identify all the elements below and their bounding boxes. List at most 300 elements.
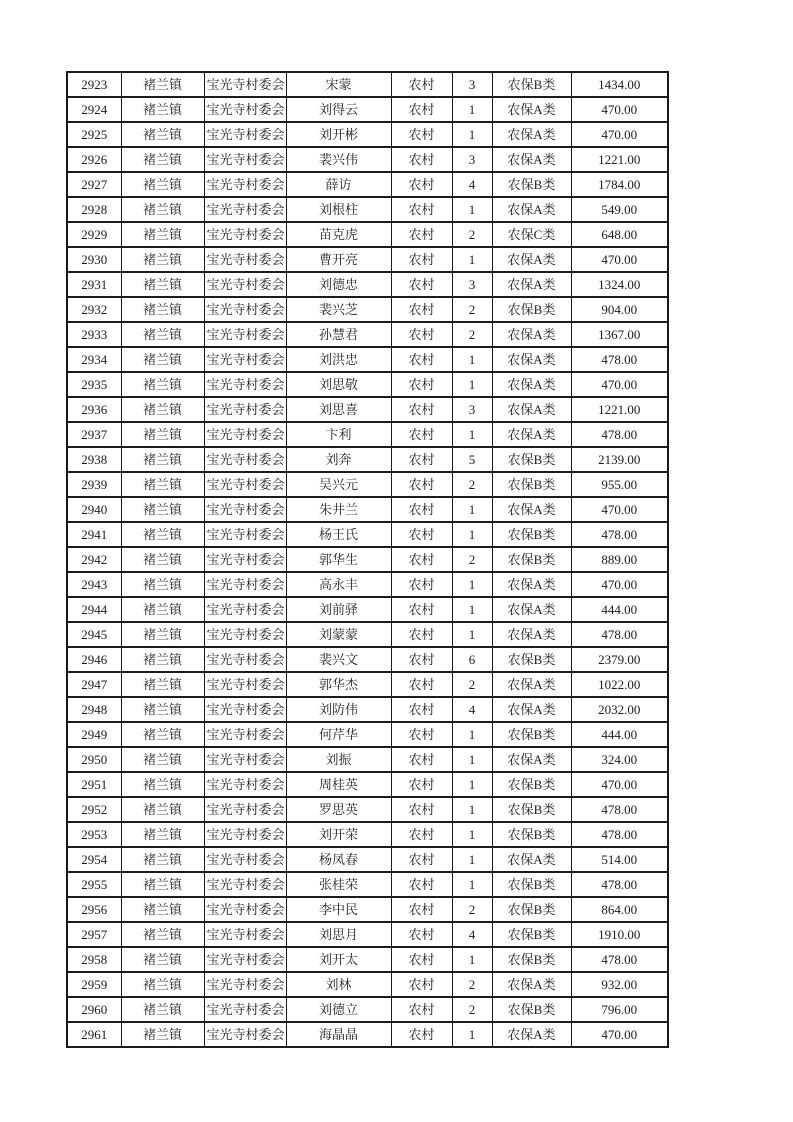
cell-village: 宝光寺村委会 xyxy=(204,622,286,647)
cell-insurance-category: 农保C类 xyxy=(492,222,571,247)
cell-town: 褚兰镇 xyxy=(121,672,204,697)
cell-serial: 2941 xyxy=(67,522,121,547)
cell-insurance-category: 农保A类 xyxy=(492,147,571,172)
cell-person-count: 1 xyxy=(452,772,492,797)
cell-amount: 864.00 xyxy=(571,897,668,922)
cell-insurance-category: 农保A类 xyxy=(492,747,571,772)
cell-residence-type: 农村 xyxy=(391,822,452,847)
cell-insurance-category: 农保A类 xyxy=(492,247,571,272)
cell-person-count: 1 xyxy=(452,347,492,372)
table-row xyxy=(67,172,668,197)
cell-residence-type: 农村 xyxy=(391,372,452,397)
cell-town: 褚兰镇 xyxy=(121,347,204,372)
cell-village: 宝光寺村委会 xyxy=(204,147,286,172)
cell-serial: 2950 xyxy=(67,747,121,772)
cell-serial: 2928 xyxy=(67,197,121,222)
cell-residence-type: 农村 xyxy=(391,297,452,322)
cell-insurance-category: 农保B类 xyxy=(492,947,571,972)
cell-insurance-category: 农保B类 xyxy=(492,772,571,797)
cell-village: 宝光寺村委会 xyxy=(204,72,286,97)
table-row xyxy=(67,697,668,722)
cell-village: 宝光寺村委会 xyxy=(204,547,286,572)
cell-insurance-category: 农保A类 xyxy=(492,322,571,347)
cell-serial: 2923 xyxy=(67,72,121,97)
cell-serial: 2926 xyxy=(67,147,121,172)
cell-town: 褚兰镇 xyxy=(121,597,204,622)
cell-insurance-category: 农保B类 xyxy=(492,522,571,547)
cell-insurance-category: 农保B类 xyxy=(492,897,571,922)
cell-name: 曹开亮 xyxy=(286,247,391,272)
cell-person-count: 4 xyxy=(452,172,492,197)
cell-serial: 2933 xyxy=(67,322,121,347)
cell-amount: 470.00 xyxy=(571,97,668,122)
cell-amount: 478.00 xyxy=(571,822,668,847)
cell-amount: 1022.00 xyxy=(571,672,668,697)
cell-town: 褚兰镇 xyxy=(121,272,204,297)
cell-village: 宝光寺村委会 xyxy=(204,897,286,922)
cell-serial: 2929 xyxy=(67,222,121,247)
cell-amount: 2139.00 xyxy=(571,447,668,472)
cell-person-count: 4 xyxy=(452,922,492,947)
cell-village: 宝光寺村委会 xyxy=(204,997,286,1022)
cell-serial: 2943 xyxy=(67,572,121,597)
cell-residence-type: 农村 xyxy=(391,672,452,697)
cell-amount: 444.00 xyxy=(571,597,668,622)
cell-residence-type: 农村 xyxy=(391,972,452,997)
cell-name: 刘振 xyxy=(286,747,391,772)
table-row xyxy=(67,572,668,597)
cell-serial: 2944 xyxy=(67,597,121,622)
cell-residence-type: 农村 xyxy=(391,522,452,547)
cell-name: 杨凤春 xyxy=(286,847,391,872)
cell-serial: 2956 xyxy=(67,897,121,922)
cell-residence-type: 农村 xyxy=(391,447,452,472)
cell-name: 刘防伟 xyxy=(286,697,391,722)
cell-amount: 1221.00 xyxy=(571,147,668,172)
cell-village: 宝光寺村委会 xyxy=(204,697,286,722)
table-row xyxy=(67,422,668,447)
cell-town: 褚兰镇 xyxy=(121,847,204,872)
cell-person-count: 2 xyxy=(452,322,492,347)
table-row xyxy=(67,372,668,397)
cell-person-count: 3 xyxy=(452,397,492,422)
table-row xyxy=(67,822,668,847)
cell-amount: 470.00 xyxy=(571,572,668,597)
cell-amount: 478.00 xyxy=(571,522,668,547)
cell-person-count: 3 xyxy=(452,72,492,97)
cell-residence-type: 农村 xyxy=(391,647,452,672)
cell-village: 宝光寺村委会 xyxy=(204,447,286,472)
cell-amount: 470.00 xyxy=(571,122,668,147)
cell-town: 褚兰镇 xyxy=(121,322,204,347)
cell-amount: 796.00 xyxy=(571,997,668,1022)
cell-amount: 932.00 xyxy=(571,972,668,997)
cell-person-count: 2 xyxy=(452,672,492,697)
cell-town: 褚兰镇 xyxy=(121,172,204,197)
cell-amount: 470.00 xyxy=(571,1022,668,1047)
cell-amount: 2032.00 xyxy=(571,697,668,722)
cell-residence-type: 农村 xyxy=(391,1022,452,1047)
cell-serial: 2936 xyxy=(67,397,121,422)
cell-amount: 955.00 xyxy=(571,472,668,497)
table-row xyxy=(67,747,668,772)
cell-amount: 2379.00 xyxy=(571,647,668,672)
cell-town: 褚兰镇 xyxy=(121,772,204,797)
cell-town: 褚兰镇 xyxy=(121,297,204,322)
cell-amount: 478.00 xyxy=(571,872,668,897)
cell-name: 何芹华 xyxy=(286,722,391,747)
cell-amount: 478.00 xyxy=(571,947,668,972)
cell-residence-type: 农村 xyxy=(391,922,452,947)
cell-insurance-category: 农保B类 xyxy=(492,72,571,97)
cell-insurance-category: 农保A类 xyxy=(492,372,571,397)
cell-serial: 2952 xyxy=(67,797,121,822)
cell-insurance-category: 农保A类 xyxy=(492,972,571,997)
cell-village: 宝光寺村委会 xyxy=(204,497,286,522)
cell-person-count: 1 xyxy=(452,197,492,222)
cell-village: 宝光寺村委会 xyxy=(204,797,286,822)
cell-town: 褚兰镇 xyxy=(121,822,204,847)
cell-person-count: 2 xyxy=(452,972,492,997)
cell-insurance-category: 农保B类 xyxy=(492,172,571,197)
cell-person-count: 1 xyxy=(452,947,492,972)
table-row xyxy=(67,672,668,697)
cell-name: 刘林 xyxy=(286,972,391,997)
cell-name: 刘前驿 xyxy=(286,597,391,622)
cell-insurance-category: 农保A类 xyxy=(492,572,571,597)
cell-amount: 1784.00 xyxy=(571,172,668,197)
cell-amount: 1367.00 xyxy=(571,322,668,347)
table-row xyxy=(67,322,668,347)
table-row xyxy=(67,122,668,147)
cell-name: 朱井兰 xyxy=(286,497,391,522)
table-row xyxy=(67,772,668,797)
cell-name: 刘得云 xyxy=(286,97,391,122)
table-row xyxy=(67,347,668,372)
cell-residence-type: 农村 xyxy=(391,847,452,872)
cell-village: 宝光寺村委会 xyxy=(204,722,286,747)
table-row xyxy=(67,97,668,122)
cell-insurance-category: 农保B类 xyxy=(492,447,571,472)
cell-serial: 2937 xyxy=(67,422,121,447)
cell-village: 宝光寺村委会 xyxy=(204,822,286,847)
cell-serial: 2930 xyxy=(67,247,121,272)
cell-name: 张桂荣 xyxy=(286,872,391,897)
cell-town: 褚兰镇 xyxy=(121,647,204,672)
cell-residence-type: 农村 xyxy=(391,572,452,597)
cell-person-count: 1 xyxy=(452,622,492,647)
cell-village: 宝光寺村委会 xyxy=(204,647,286,672)
cell-insurance-category: 农保A类 xyxy=(492,97,571,122)
cell-serial: 2945 xyxy=(67,622,121,647)
cell-serial: 2932 xyxy=(67,297,121,322)
cell-village: 宝光寺村委会 xyxy=(204,672,286,697)
cell-serial: 2924 xyxy=(67,97,121,122)
cell-town: 褚兰镇 xyxy=(121,797,204,822)
cell-person-count: 5 xyxy=(452,447,492,472)
cell-insurance-category: 农保B类 xyxy=(492,472,571,497)
cell-residence-type: 农村 xyxy=(391,97,452,122)
cell-residence-type: 农村 xyxy=(391,72,452,97)
cell-amount: 889.00 xyxy=(571,547,668,572)
cell-town: 褚兰镇 xyxy=(121,922,204,947)
cell-town: 褚兰镇 xyxy=(121,397,204,422)
cell-serial: 2951 xyxy=(67,772,121,797)
cell-serial: 2942 xyxy=(67,547,121,572)
cell-serial: 2953 xyxy=(67,822,121,847)
cell-village: 宝光寺村委会 xyxy=(204,772,286,797)
cell-amount: 478.00 xyxy=(571,797,668,822)
cell-village: 宝光寺村委会 xyxy=(204,97,286,122)
table-row xyxy=(67,72,668,97)
cell-insurance-category: 农保A类 xyxy=(492,622,571,647)
cell-amount: 904.00 xyxy=(571,297,668,322)
cell-person-count: 1 xyxy=(452,822,492,847)
cell-serial: 2934 xyxy=(67,347,121,372)
cell-town: 褚兰镇 xyxy=(121,747,204,772)
cell-serial: 2955 xyxy=(67,872,121,897)
cell-residence-type: 农村 xyxy=(391,997,452,1022)
cell-town: 褚兰镇 xyxy=(121,547,204,572)
table-row xyxy=(67,797,668,822)
cell-town: 褚兰镇 xyxy=(121,147,204,172)
cell-residence-type: 农村 xyxy=(391,947,452,972)
cell-residence-type: 农村 xyxy=(391,122,452,147)
cell-amount: 1324.00 xyxy=(571,272,668,297)
cell-amount: 1434.00 xyxy=(571,72,668,97)
cell-residence-type: 农村 xyxy=(391,722,452,747)
cell-person-count: 1 xyxy=(452,747,492,772)
cell-amount: 478.00 xyxy=(571,422,668,447)
table-row xyxy=(67,297,668,322)
cell-residence-type: 农村 xyxy=(391,322,452,347)
cell-person-count: 2 xyxy=(452,297,492,322)
cell-village: 宝光寺村委会 xyxy=(204,1022,286,1047)
cell-serial: 2946 xyxy=(67,647,121,672)
cell-name: 海晶晶 xyxy=(286,1022,391,1047)
table-row xyxy=(67,947,668,972)
cell-serial: 2935 xyxy=(67,372,121,397)
cell-insurance-category: 农保A类 xyxy=(492,272,571,297)
cell-residence-type: 农村 xyxy=(391,347,452,372)
cell-serial: 2960 xyxy=(67,997,121,1022)
cell-insurance-category: 农保A类 xyxy=(492,597,571,622)
cell-town: 褚兰镇 xyxy=(121,622,204,647)
cell-village: 宝光寺村委会 xyxy=(204,922,286,947)
cell-village: 宝光寺村委会 xyxy=(204,572,286,597)
table-row xyxy=(67,147,668,172)
cell-residence-type: 农村 xyxy=(391,622,452,647)
cell-village: 宝光寺村委会 xyxy=(204,422,286,447)
cell-amount: 549.00 xyxy=(571,197,668,222)
cell-insurance-category: 农保A类 xyxy=(492,422,571,447)
cell-town: 褚兰镇 xyxy=(121,122,204,147)
cell-name: 杨王氏 xyxy=(286,522,391,547)
cell-amount: 470.00 xyxy=(571,372,668,397)
cell-insurance-category: 农保A类 xyxy=(492,672,571,697)
cell-town: 褚兰镇 xyxy=(121,872,204,897)
cell-residence-type: 农村 xyxy=(391,772,452,797)
cell-amount: 648.00 xyxy=(571,222,668,247)
table-row xyxy=(67,522,668,547)
cell-amount: 470.00 xyxy=(571,497,668,522)
cell-person-count: 1 xyxy=(452,372,492,397)
table-row xyxy=(67,397,668,422)
cell-serial: 2939 xyxy=(67,472,121,497)
cell-person-count: 1 xyxy=(452,722,492,747)
cell-village: 宝光寺村委会 xyxy=(204,172,286,197)
cell-insurance-category: 农保A类 xyxy=(492,397,571,422)
cell-name: 刘思月 xyxy=(286,922,391,947)
cell-town: 褚兰镇 xyxy=(121,947,204,972)
cell-name: 刘思敬 xyxy=(286,372,391,397)
cell-person-count: 2 xyxy=(452,897,492,922)
cell-name: 刘德立 xyxy=(286,997,391,1022)
cell-amount: 470.00 xyxy=(571,247,668,272)
cell-name: 李中民 xyxy=(286,897,391,922)
cell-village: 宝光寺村委会 xyxy=(204,347,286,372)
cell-person-count: 2 xyxy=(452,222,492,247)
cell-insurance-category: 农保B类 xyxy=(492,722,571,747)
cell-person-count: 1 xyxy=(452,522,492,547)
cell-insurance-category: 农保B类 xyxy=(492,822,571,847)
cell-residence-type: 农村 xyxy=(391,497,452,522)
cell-town: 褚兰镇 xyxy=(121,572,204,597)
cell-residence-type: 农村 xyxy=(391,197,452,222)
cell-village: 宝光寺村委会 xyxy=(204,947,286,972)
cell-village: 宝光寺村委会 xyxy=(204,322,286,347)
cell-insurance-category: 农保A类 xyxy=(492,697,571,722)
cell-insurance-category: 农保B类 xyxy=(492,797,571,822)
cell-person-count: 4 xyxy=(452,697,492,722)
cell-residence-type: 农村 xyxy=(391,747,452,772)
cell-village: 宝光寺村委会 xyxy=(204,847,286,872)
cell-serial: 2938 xyxy=(67,447,121,472)
cell-residence-type: 农村 xyxy=(391,147,452,172)
cell-serial: 2947 xyxy=(67,672,121,697)
table-row xyxy=(67,1022,668,1047)
table-row xyxy=(67,447,668,472)
cell-village: 宝光寺村委会 xyxy=(204,122,286,147)
cell-insurance-category: 农保A类 xyxy=(492,1022,571,1047)
cell-residence-type: 农村 xyxy=(391,797,452,822)
cell-serial: 2949 xyxy=(67,722,121,747)
cell-name: 高永丰 xyxy=(286,572,391,597)
cell-town: 褚兰镇 xyxy=(121,97,204,122)
table-row xyxy=(67,272,668,297)
cell-residence-type: 农村 xyxy=(391,597,452,622)
cell-name: 刘思喜 xyxy=(286,397,391,422)
cell-amount: 478.00 xyxy=(571,347,668,372)
cell-person-count: 1 xyxy=(452,847,492,872)
cell-person-count: 2 xyxy=(452,472,492,497)
cell-town: 褚兰镇 xyxy=(121,997,204,1022)
cell-village: 宝光寺村委会 xyxy=(204,272,286,297)
cell-residence-type: 农村 xyxy=(391,222,452,247)
cell-amount: 514.00 xyxy=(571,847,668,872)
cell-insurance-category: 农保B类 xyxy=(492,872,571,897)
cell-amount: 324.00 xyxy=(571,747,668,772)
cell-village: 宝光寺村委会 xyxy=(204,472,286,497)
table-row xyxy=(67,722,668,747)
table-row xyxy=(67,222,668,247)
cell-town: 褚兰镇 xyxy=(121,697,204,722)
cell-serial: 2961 xyxy=(67,1022,121,1047)
cell-name: 裴兴芝 xyxy=(286,297,391,322)
cell-residence-type: 农村 xyxy=(391,547,452,572)
table-row xyxy=(67,622,668,647)
table-row xyxy=(67,647,668,672)
cell-village: 宝光寺村委会 xyxy=(204,297,286,322)
table-row xyxy=(67,197,668,222)
cell-person-count: 1 xyxy=(452,572,492,597)
cell-town: 褚兰镇 xyxy=(121,522,204,547)
cell-name: 刘根柱 xyxy=(286,197,391,222)
cell-serial: 2927 xyxy=(67,172,121,197)
cell-village: 宝光寺村委会 xyxy=(204,597,286,622)
cell-person-count: 1 xyxy=(452,97,492,122)
cell-person-count: 6 xyxy=(452,647,492,672)
cell-serial: 2957 xyxy=(67,922,121,947)
cell-name: 苗克虎 xyxy=(286,222,391,247)
cell-person-count: 1 xyxy=(452,1022,492,1047)
cell-person-count: 1 xyxy=(452,122,492,147)
cell-amount: 470.00 xyxy=(571,772,668,797)
cell-name: 刘开太 xyxy=(286,947,391,972)
cell-serial: 2959 xyxy=(67,972,121,997)
cell-serial: 2948 xyxy=(67,697,121,722)
cell-amount: 444.00 xyxy=(571,722,668,747)
cell-amount: 1910.00 xyxy=(571,922,668,947)
table-row xyxy=(67,872,668,897)
cell-person-count: 1 xyxy=(452,597,492,622)
cell-insurance-category: 农保B类 xyxy=(492,997,571,1022)
cell-town: 褚兰镇 xyxy=(121,447,204,472)
cell-name: 裴兴文 xyxy=(286,647,391,672)
cell-person-count: 2 xyxy=(452,547,492,572)
cell-village: 宝光寺村委会 xyxy=(204,972,286,997)
cell-name: 裴兴伟 xyxy=(286,147,391,172)
table-row xyxy=(67,922,668,947)
cell-residence-type: 农村 xyxy=(391,172,452,197)
cell-serial: 2958 xyxy=(67,947,121,972)
cell-insurance-category: 农保B类 xyxy=(492,647,571,672)
cell-name: 孙慧君 xyxy=(286,322,391,347)
table-row xyxy=(67,472,668,497)
cell-name: 吴兴元 xyxy=(286,472,391,497)
cell-name: 刘德忠 xyxy=(286,272,391,297)
table-body xyxy=(67,72,668,1047)
cell-village: 宝光寺村委会 xyxy=(204,222,286,247)
cell-residence-type: 农村 xyxy=(391,422,452,447)
cell-person-count: 1 xyxy=(452,872,492,897)
cell-insurance-category: 农保A类 xyxy=(492,347,571,372)
cell-insurance-category: 农保A类 xyxy=(492,197,571,222)
cell-person-count: 3 xyxy=(452,272,492,297)
cell-name: 卞利 xyxy=(286,422,391,447)
cell-person-count: 2 xyxy=(452,997,492,1022)
cell-town: 褚兰镇 xyxy=(121,197,204,222)
cell-residence-type: 农村 xyxy=(391,472,452,497)
table-row xyxy=(67,497,668,522)
cell-name: 郭华杰 xyxy=(286,672,391,697)
cell-town: 褚兰镇 xyxy=(121,222,204,247)
cell-insurance-category: 农保A类 xyxy=(492,122,571,147)
cell-insurance-category: 农保B类 xyxy=(492,297,571,322)
table-row xyxy=(67,597,668,622)
cell-town: 褚兰镇 xyxy=(121,497,204,522)
cell-town: 褚兰镇 xyxy=(121,972,204,997)
